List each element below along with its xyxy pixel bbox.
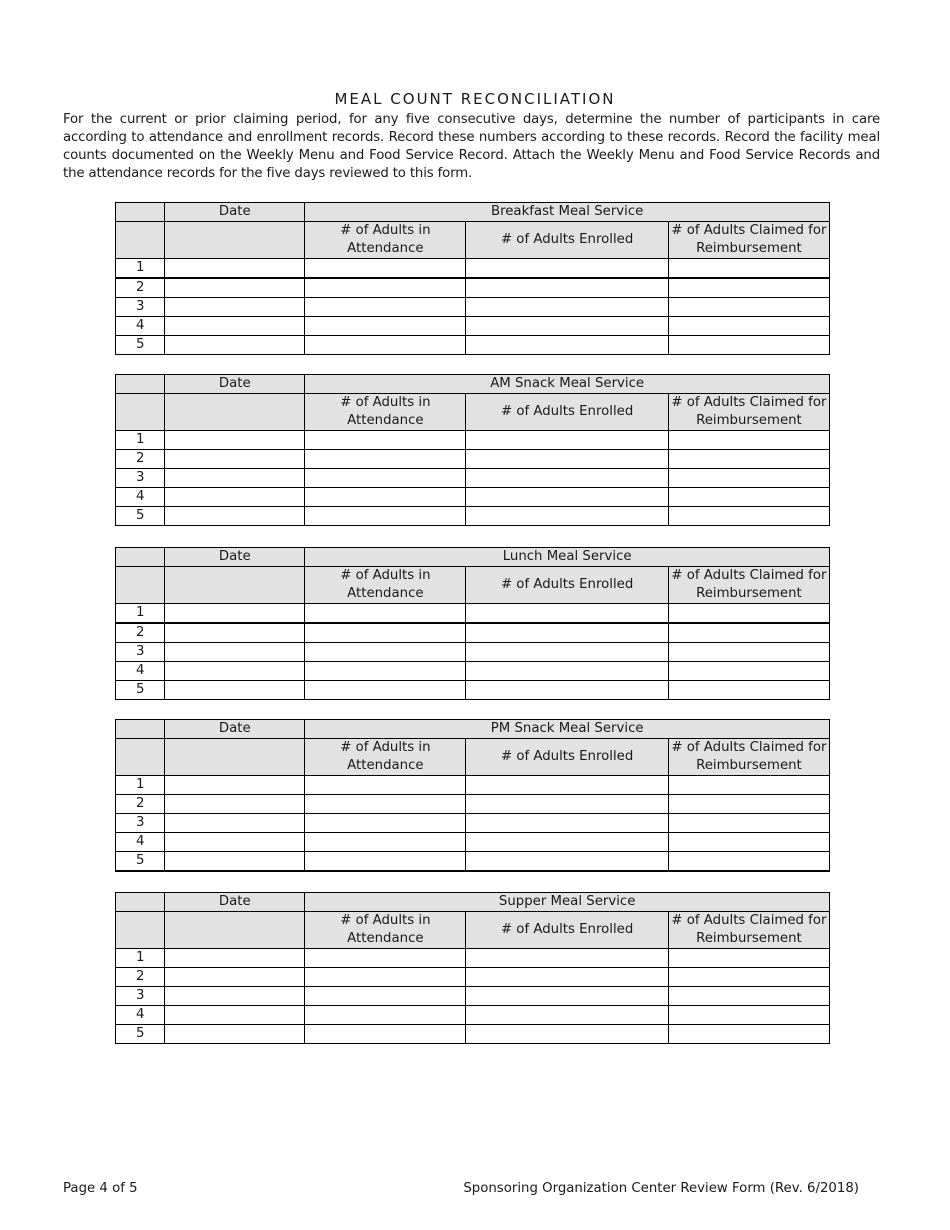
- attendance-cell[interactable]: [305, 507, 466, 526]
- enrolled-cell[interactable]: [466, 431, 668, 450]
- row-number: 4: [116, 488, 165, 507]
- header-blank: [116, 739, 165, 776]
- instructions-paragraph: For the current or prior claiming period, for any five consecutive days, determine the number of participants in care according to attendance and enrollment records. Record these numbers according to these records. Record the facility meal counts documented on the Weekly Menu and Food Service Record. Attach the Weekly Menu and Food Service Records and the attendance records for the five days reviewed to this form.: [63, 112, 880, 181]
- attendance-cell[interactable]: [305, 949, 466, 968]
- claimed-cell[interactable]: [668, 987, 829, 1006]
- date-cell[interactable]: [165, 1006, 305, 1025]
- attendance-header: # of Adults in Attendance: [305, 222, 466, 259]
- date-cell[interactable]: [165, 662, 305, 681]
- page-title: MEAL COUNT RECONCILIATION: [334, 90, 616, 108]
- enrolled-cell[interactable]: [466, 450, 668, 469]
- service-header: PM Snack Meal Service: [305, 720, 830, 739]
- row-number: 3: [116, 469, 165, 488]
- enrolled-cell[interactable]: [466, 469, 668, 488]
- claimed-cell[interactable]: [668, 852, 829, 872]
- service-header: Lunch Meal Service: [305, 548, 830, 567]
- enrolled-cell[interactable]: [466, 298, 668, 317]
- attendance-cell[interactable]: [305, 681, 466, 700]
- date-cell[interactable]: [165, 259, 305, 279]
- claimed-cell[interactable]: [668, 662, 829, 681]
- row-number: 1: [116, 776, 165, 795]
- row-number: 2: [116, 795, 165, 814]
- attendance-header: # of Adults in Attendance: [305, 739, 466, 776]
- enrolled-header: # of Adults Enrolled: [466, 739, 668, 776]
- date-cell[interactable]: [165, 643, 305, 662]
- claimed-cell[interactable]: [668, 278, 829, 298]
- claimed-cell[interactable]: [668, 681, 829, 700]
- date-header: Date: [165, 203, 305, 222]
- date-cell[interactable]: [165, 450, 305, 469]
- attendance-cell[interactable]: [305, 643, 466, 662]
- enrolled-cell[interactable]: [466, 623, 668, 643]
- enrolled-cell[interactable]: [466, 1006, 668, 1025]
- attendance-cell[interactable]: [305, 623, 466, 643]
- claimed-cell[interactable]: [668, 795, 829, 814]
- attendance-cell[interactable]: [305, 488, 466, 507]
- claimed-cell[interactable]: [668, 814, 829, 833]
- enrolled-cell[interactable]: [466, 317, 668, 336]
- row-number: 2: [116, 968, 165, 987]
- header-blank: [165, 394, 305, 431]
- row-number: 4: [116, 317, 165, 336]
- enrolled-cell[interactable]: [466, 949, 668, 968]
- enrolled-cell[interactable]: [466, 681, 668, 700]
- row-number: 4: [116, 833, 165, 852]
- header-blank: [116, 893, 165, 912]
- attendance-cell[interactable]: [305, 833, 466, 852]
- claimed-cell[interactable]: [668, 949, 829, 968]
- page-number: Page 4 of 5: [63, 1181, 138, 1196]
- lunch-table: [115, 547, 830, 700]
- claimed-cell[interactable]: [668, 623, 829, 643]
- row-number: 5: [116, 507, 165, 526]
- enrolled-cell[interactable]: [466, 987, 668, 1006]
- row-number: 1: [116, 604, 165, 624]
- service-header: Breakfast Meal Service: [305, 203, 830, 222]
- claimed-cell[interactable]: [668, 469, 829, 488]
- enrolled-cell[interactable]: [466, 507, 668, 526]
- supper-table: [115, 892, 830, 1044]
- enrolled-cell[interactable]: [466, 604, 668, 624]
- attendance-cell[interactable]: [305, 298, 466, 317]
- enrolled-cell[interactable]: [466, 814, 668, 833]
- attendance-cell[interactable]: [305, 795, 466, 814]
- row-number: 1: [116, 259, 165, 279]
- claimed-header: # of Adults Claimed for Reimbursement: [668, 912, 829, 949]
- enrolled-cell[interactable]: [466, 643, 668, 662]
- claimed-cell[interactable]: [668, 968, 829, 987]
- date-cell[interactable]: [165, 987, 305, 1006]
- date-cell[interactable]: [165, 604, 305, 624]
- enrolled-header: # of Adults Enrolled: [466, 912, 668, 949]
- header-blank: [116, 375, 165, 394]
- attendance-cell[interactable]: [305, 431, 466, 450]
- claimed-cell[interactable]: [668, 833, 829, 852]
- claimed-cell[interactable]: [668, 776, 829, 795]
- attendance-cell[interactable]: [305, 469, 466, 488]
- header-blank: [165, 739, 305, 776]
- claimed-cell[interactable]: [668, 336, 829, 355]
- row-number: 2: [116, 278, 165, 298]
- enrolled-cell[interactable]: [466, 662, 668, 681]
- date-cell[interactable]: [165, 681, 305, 700]
- header-blank: [165, 567, 305, 604]
- claimed-cell[interactable]: [668, 1025, 829, 1044]
- row-number: 3: [116, 298, 165, 317]
- attendance-cell[interactable]: [305, 450, 466, 469]
- enrolled-header: # of Adults Enrolled: [466, 567, 668, 604]
- attendance-cell[interactable]: [305, 662, 466, 681]
- attendance-header: # of Adults in Attendance: [305, 394, 466, 431]
- header-blank: [116, 394, 165, 431]
- date-cell[interactable]: [165, 968, 305, 987]
- breakfast-table: [115, 202, 830, 355]
- date-cell[interactable]: [165, 852, 305, 872]
- attendance-cell[interactable]: [305, 814, 466, 833]
- date-cell[interactable]: [165, 623, 305, 643]
- row-number: 2: [116, 623, 165, 643]
- date-cell[interactable]: [165, 278, 305, 298]
- attendance-header: # of Adults in Attendance: [305, 912, 466, 949]
- claimed-header: # of Adults Claimed for Reimbursement: [668, 739, 829, 776]
- claimed-cell[interactable]: [668, 507, 829, 526]
- attendance-header: # of Adults in Attendance: [305, 567, 466, 604]
- row-number: 3: [116, 987, 165, 1006]
- date-cell[interactable]: [165, 298, 305, 317]
- service-header: AM Snack Meal Service: [305, 375, 830, 394]
- attendance-cell[interactable]: [305, 1006, 466, 1025]
- claimed-cell[interactable]: [668, 298, 829, 317]
- date-header: Date: [165, 893, 305, 912]
- claimed-cell[interactable]: [668, 431, 829, 450]
- attendance-cell[interactable]: [305, 317, 466, 336]
- row-number: 3: [116, 814, 165, 833]
- header-blank: [116, 912, 165, 949]
- header-blank: [116, 567, 165, 604]
- attendance-cell[interactable]: [305, 259, 466, 279]
- form-title-footer: Sponsoring Organization Center Review Form (Rev. 6/2018): [463, 1181, 859, 1196]
- row-number: 1: [116, 949, 165, 968]
- enrolled-cell[interactable]: [466, 968, 668, 987]
- date-cell[interactable]: [165, 507, 305, 526]
- date-header: Date: [165, 720, 305, 739]
- row-number: 5: [116, 681, 165, 700]
- row-number: 5: [116, 336, 165, 355]
- date-header: Date: [165, 375, 305, 394]
- claimed-cell[interactable]: [668, 1006, 829, 1025]
- enrolled-cell[interactable]: [466, 852, 668, 872]
- enrolled-cell[interactable]: [466, 1025, 668, 1044]
- attendance-cell[interactable]: [305, 278, 466, 298]
- header-blank: [116, 222, 165, 259]
- claimed-cell[interactable]: [668, 488, 829, 507]
- date-cell[interactable]: [165, 949, 305, 968]
- row-number: 5: [116, 1025, 165, 1044]
- attendance-cell[interactable]: [305, 852, 466, 872]
- pm-snack-table: [115, 719, 830, 872]
- enrolled-cell[interactable]: [466, 278, 668, 298]
- claimed-cell[interactable]: [668, 604, 829, 624]
- header-blank: [165, 222, 305, 259]
- date-cell[interactable]: [165, 488, 305, 507]
- header-blank: [165, 912, 305, 949]
- enrolled-cell[interactable]: [466, 833, 668, 852]
- date-cell[interactable]: [165, 317, 305, 336]
- enrolled-cell[interactable]: [466, 336, 668, 355]
- attendance-cell[interactable]: [305, 604, 466, 624]
- claimed-cell[interactable]: [668, 643, 829, 662]
- row-number: 5: [116, 852, 165, 872]
- claimed-header: # of Adults Claimed for Reimbursement: [668, 567, 829, 604]
- header-blank: [116, 203, 165, 222]
- attendance-cell[interactable]: [305, 987, 466, 1006]
- attendance-cell[interactable]: [305, 968, 466, 987]
- row-number: 4: [116, 1006, 165, 1025]
- enrolled-cell[interactable]: [466, 776, 668, 795]
- enrolled-header: # of Adults Enrolled: [466, 394, 668, 431]
- attendance-cell[interactable]: [305, 776, 466, 795]
- row-number: 1: [116, 431, 165, 450]
- header-blank: [116, 548, 165, 567]
- enrolled-cell[interactable]: [466, 488, 668, 507]
- date-cell[interactable]: [165, 469, 305, 488]
- row-number: 2: [116, 450, 165, 469]
- claimed-header: # of Adults Claimed for Reimbursement: [668, 222, 829, 259]
- date-cell[interactable]: [165, 814, 305, 833]
- claimed-cell[interactable]: [668, 450, 829, 469]
- attendance-cell[interactable]: [305, 1025, 466, 1044]
- claimed-cell[interactable]: [668, 317, 829, 336]
- am-snack-table: [115, 374, 830, 526]
- row-number: 4: [116, 662, 165, 681]
- date-cell[interactable]: [165, 336, 305, 355]
- attendance-cell[interactable]: [305, 336, 466, 355]
- date-cell[interactable]: [165, 833, 305, 852]
- claimed-cell[interactable]: [668, 259, 829, 279]
- service-header: Supper Meal Service: [305, 893, 830, 912]
- enrolled-header: # of Adults Enrolled: [466, 222, 668, 259]
- header-blank: [116, 720, 165, 739]
- claimed-header: # of Adults Claimed for Reimbursement: [668, 394, 829, 431]
- date-header: Date: [165, 548, 305, 567]
- date-cell[interactable]: [165, 431, 305, 450]
- date-cell[interactable]: [165, 1025, 305, 1044]
- row-number: 3: [116, 643, 165, 662]
- enrolled-cell[interactable]: [466, 795, 668, 814]
- date-cell[interactable]: [165, 776, 305, 795]
- enrolled-cell[interactable]: [466, 259, 668, 279]
- date-cell[interactable]: [165, 795, 305, 814]
